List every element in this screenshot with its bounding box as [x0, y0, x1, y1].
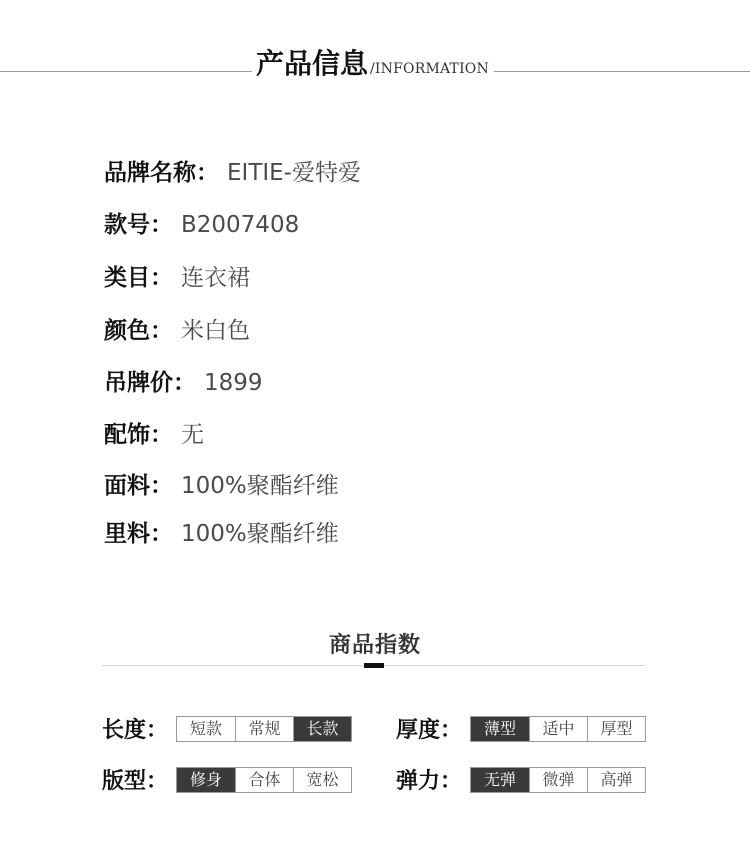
- option-high-stretch: 高弹: [587, 768, 645, 792]
- info-row-fabric: [104, 472, 339, 500]
- option-medium: 适中: [529, 717, 587, 741]
- info-colon: ：: [150, 318, 173, 344]
- page-title-zh: 产品信息: [256, 47, 369, 80]
- option-slim-selected: 修身: [177, 768, 235, 792]
- info-colon: ：: [173, 370, 196, 396]
- section-title-product-index: 商品指数: [328, 633, 421, 658]
- info-key: 颜色: [104, 318, 150, 344]
- info-colon: ：: [150, 212, 173, 238]
- option-regular: 常规: [235, 717, 293, 741]
- info-key: 吊牌价: [104, 370, 173, 396]
- info-colon: ：: [150, 422, 173, 448]
- info-row-style-number: [104, 211, 299, 239]
- attr-label-thickness: 厚度：: [396, 718, 463, 743]
- info-value: 100%聚酯纤维: [181, 473, 339, 499]
- info-row-color: [104, 317, 250, 345]
- option-thin-selected: 薄型: [471, 717, 529, 741]
- info-row-lining: [104, 520, 339, 548]
- info-value: 无: [181, 422, 204, 448]
- info-value: 100%聚酯纤维: [181, 521, 339, 547]
- info-colon: ：: [196, 160, 219, 186]
- attr-length: [102, 713, 352, 744]
- info-key: 面料: [104, 473, 150, 499]
- option-loose: 宽松: [293, 768, 351, 792]
- option-fitted: 合体: [235, 768, 293, 792]
- info-colon: ：: [150, 265, 173, 291]
- info-colon: ：: [150, 473, 173, 499]
- attr-options-fit: [176, 767, 352, 793]
- info-key: 里料: [104, 521, 150, 547]
- option-thick: 厚型: [587, 717, 645, 741]
- info-value: 1899: [204, 370, 263, 396]
- attr-options-elasticity: [470, 767, 646, 793]
- page-title: [256, 47, 489, 80]
- info-value: 米白色: [181, 318, 250, 344]
- page-title-en: /INFORMATION: [370, 61, 489, 77]
- info-colon: ：: [150, 521, 173, 547]
- option-no-stretch-selected: 无弹: [471, 768, 529, 792]
- info-row-category: [104, 264, 250, 292]
- attr-thickness: [396, 713, 646, 744]
- attr-elasticity: [396, 764, 646, 795]
- info-key: 品牌名称: [104, 160, 196, 186]
- header-divider-right: [494, 71, 750, 72]
- option-long-selected: 长款: [293, 717, 351, 741]
- attr-options-length: [176, 716, 352, 742]
- info-key: 类目: [104, 265, 150, 291]
- info-value: EITIE-爱特爱: [227, 160, 361, 186]
- info-key: 款号: [104, 212, 150, 238]
- section-divider-accent: [364, 663, 384, 668]
- info-row-tag-price: [104, 369, 263, 397]
- attr-label-elasticity: 弹力：: [396, 769, 463, 794]
- info-key: 配饰: [104, 422, 150, 448]
- option-slight-stretch: 微弹: [529, 768, 587, 792]
- attr-options-thickness: [470, 716, 646, 742]
- info-row-accessories: [104, 421, 204, 449]
- info-value: B2007408: [181, 212, 300, 238]
- header-divider-left: [0, 71, 252, 72]
- info-value: 连衣裙: [181, 265, 250, 291]
- attr-label-fit: 版型：: [102, 769, 169, 794]
- attr-fit: [102, 764, 352, 795]
- attr-label-length: 长度：: [102, 718, 169, 743]
- option-short: 短款: [190, 718, 223, 738]
- info-row-brand: [104, 159, 361, 187]
